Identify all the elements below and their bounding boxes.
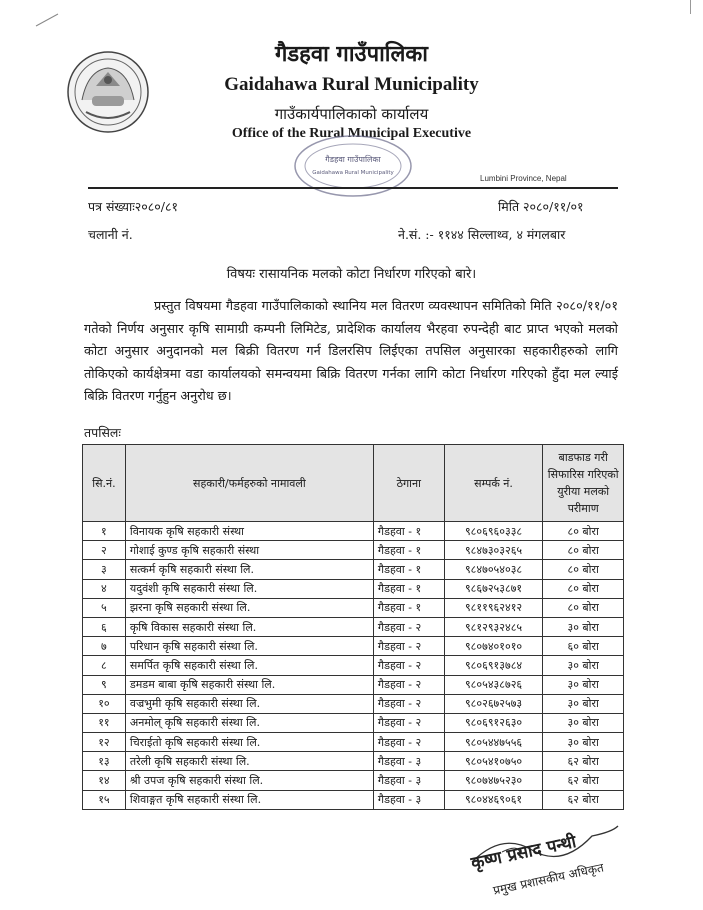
- table-row: [83, 694, 624, 713]
- cell-name: डमडम बाबा कृषि सहकारी संस्था लि.: [125, 675, 373, 694]
- cell-name: समर्पित कृषि सहकारी संस्था लि.: [125, 656, 373, 675]
- cell-quantity: ३० बोरा: [543, 713, 624, 732]
- cell-name: चिराईतो कृषि सहकारी संस्था लि.: [125, 733, 373, 752]
- cell-name: यदुवंशी कृषि सहकारी संस्था लि.: [125, 579, 373, 598]
- cooperative-quota-table: [82, 444, 624, 810]
- province-label: Lumbini Province, Nepal: [480, 174, 567, 183]
- cell-address: गैडहवा - १: [373, 560, 444, 579]
- table-header-row: [83, 445, 624, 522]
- cell-quantity: ८० बोरा: [543, 522, 624, 541]
- cell-phone: ९८११९६२४१२: [444, 598, 543, 617]
- cell-sn: ४: [83, 579, 126, 598]
- cell-address: गैडहवा - १: [373, 541, 444, 560]
- dispatch-number: चलानी नं.: [88, 227, 133, 242]
- table-row: [83, 560, 624, 579]
- cell-phone: ९८०५४३८७२६: [444, 675, 543, 694]
- cell-phone: ९८०७४७५२३०: [444, 771, 543, 790]
- cell-sn: ६: [83, 617, 126, 636]
- office-name-en: Office of the Rural Municipal Executive: [231, 126, 472, 141]
- cell-quantity: ३० बोरा: [543, 617, 624, 636]
- cell-name: वज्रभुमी कृषि सहकारी संस्था लि.: [125, 694, 373, 713]
- cell-phone: ९८०२६७२५७३: [444, 694, 543, 713]
- table-row: [83, 713, 624, 732]
- cell-address: गैडहवा - २: [373, 637, 444, 656]
- cell-quantity: ३० बोरा: [543, 675, 624, 694]
- cell-quantity: ८० बोरा: [543, 541, 624, 560]
- cell-phone: ९८०५४१०७५०: [444, 752, 543, 771]
- table-row: [83, 752, 624, 771]
- cell-name: शिवाङ्गत कृषि सहकारी संस्था लि.: [125, 790, 373, 809]
- cell-address: गैडहवा - १: [373, 598, 444, 617]
- cell-phone: ९८०६९१३७८४: [444, 656, 543, 675]
- cell-phone: ९८०४४६९०६१: [444, 790, 543, 809]
- cell-name: परिधान कृषि सहकारी संस्था लि.: [125, 637, 373, 656]
- cell-address: गैडहवा - ३: [373, 771, 444, 790]
- cell-sn: १३: [83, 752, 126, 771]
- cell-name: श्री उपज कृषि सहकारी संस्था लि.: [125, 771, 373, 790]
- cell-phone: ९८४७३०३२६५: [444, 541, 543, 560]
- cell-name: कृषि विकास सहकारी संस्था लि.: [125, 617, 373, 636]
- cell-address: गैडहवा - २: [373, 694, 444, 713]
- cell-quantity: ६२ बोरा: [543, 771, 624, 790]
- table-row: [83, 675, 624, 694]
- cell-sn: १०: [83, 694, 126, 713]
- cell-phone: ९८१२९३२४८५: [444, 617, 543, 636]
- cell-quantity: ६० बोरा: [543, 637, 624, 656]
- header-sn: सि.नं.: [83, 445, 126, 522]
- municipality-name-np: गैडहवा गाउँपालिका: [275, 41, 428, 67]
- header-name: सहकारी/फर्महरुको नामावली: [125, 445, 373, 522]
- table-row: [83, 598, 624, 617]
- signatory-title: प्रमुख प्रशासकीय अधिकृत: [491, 860, 605, 898]
- cell-sn: ७: [83, 637, 126, 656]
- cell-name: झरना कृषि सहकारी संस्था लि.: [125, 598, 373, 617]
- table-row: [83, 771, 624, 790]
- cell-sn: ३: [83, 560, 126, 579]
- letter-body: प्रस्तुत विषयमा गैडहवा गाउँपालिकाको स्थानिय मल वितरण व्यवस्थापन समितिको मिति २०८०/११/०१ गतेको निर्णय अनुसार कृषि सामाग्री कम्पनी लिमिटेड, प्रादेशिक कार्यालय भैरहवा रुपन्देही बाट प्राप्त भएको मलको कोटा अनुसार अनुदानको मल बिक्री वितरण गर्न डिलरसिप लिईएका तपसिल अनुसारका सहकारीहरुको लागि तोकिएको कार्यक्षेत्रमा वडा कार्यालयको समन्वयमा बिक्रि वितरण गर्नका लागि कोटा निर्धारण गरिएको हुँदा मल ल्याई बिक्रि वितरण गर्नुहुन अनुरोध छ।: [84, 299, 618, 404]
- cell-quantity: ८० बोरा: [543, 579, 624, 598]
- cell-address: गैडहवा - १: [373, 579, 444, 598]
- cell-quantity: ८० बोरा: [543, 560, 624, 579]
- header-divider: [88, 187, 618, 189]
- cell-address: गैडहवा - २: [373, 656, 444, 675]
- cell-sn: २: [83, 541, 126, 560]
- header-phone: सम्पर्क नं.: [444, 445, 543, 522]
- table-row: [83, 656, 624, 675]
- cell-sn: १२: [83, 733, 126, 752]
- table-row: [83, 522, 624, 541]
- cell-sn: ११: [83, 713, 126, 732]
- cell-quantity: ३० बोरा: [543, 656, 624, 675]
- cell-sn: १४: [83, 771, 126, 790]
- stamp-text-en: Gaidahawa Rural Municipality: [312, 170, 394, 176]
- cell-address: गैडहवा - २: [373, 617, 444, 636]
- reference-number: पत्र संख्याः२०८०/८१: [88, 199, 178, 214]
- cell-address: गैडहवा - २: [373, 713, 444, 732]
- pen-mark-icon: [34, 12, 60, 28]
- letter-subject: विषयः रासायनिक मलको कोटा निर्धारण गरिएको बारे।: [226, 267, 477, 282]
- cell-sn: १५: [83, 790, 126, 809]
- table-row: [83, 579, 624, 598]
- header-address: ठेगाना: [373, 445, 444, 522]
- signatory-name: कृष्ण प्रसाद पन्थी: [469, 832, 578, 874]
- municipality-name-en: Gaidahawa Rural Municipality: [224, 74, 479, 95]
- table-row: [83, 541, 624, 560]
- cell-sn: ५: [83, 598, 126, 617]
- details-label: तपसिलः: [84, 425, 121, 440]
- letter-date: मिति २०८०/११/०१: [498, 199, 584, 214]
- cell-name: तरेली कृषि सहकारी संस्था लि.: [125, 752, 373, 771]
- cell-phone: ९८०६९१२६३०: [444, 713, 543, 732]
- cell-sn: ८: [83, 656, 126, 675]
- office-name-np: गाउँकार्यपालिकाको कार्यालय: [274, 105, 429, 123]
- cell-name: गोशाई कुण्ड कृषि सहकारी संस्था: [125, 541, 373, 560]
- cell-quantity: ६२ बोरा: [543, 790, 624, 809]
- cell-address: गैडहवा - ३: [373, 790, 444, 809]
- nepal-sambat-date: ने.सं. :- ११४४ सिल्लाथ्व, ४ मंगलबार: [398, 227, 566, 242]
- cell-address: गैडहवा - ३: [373, 752, 444, 771]
- cell-sn: १: [83, 522, 126, 541]
- cell-phone: ९८४७०५४०३८: [444, 560, 543, 579]
- cell-quantity: ३० बोरा: [543, 733, 624, 752]
- cell-quantity: ८० बोरा: [543, 598, 624, 617]
- cell-address: गैडहवा - १: [373, 522, 444, 541]
- page-edge-mark: [690, 0, 695, 14]
- cell-phone: ९८०७४०१०१०: [444, 637, 543, 656]
- cell-phone: ९८०५४४७५५६: [444, 733, 543, 752]
- official-stamp: [278, 130, 428, 202]
- cell-name: विनायक कृषि सहकारी संस्था: [125, 522, 373, 541]
- table-row: [83, 637, 624, 656]
- table-row: [83, 733, 624, 752]
- cell-address: गैडहवा - २: [373, 733, 444, 752]
- cell-quantity: ६२ बोरा: [543, 752, 624, 771]
- cell-address: गैडहवा - २: [373, 675, 444, 694]
- cell-phone: ९८६७२५३८७१: [444, 579, 543, 598]
- table-row: [83, 790, 624, 809]
- cell-phone: ९८०६९६०३३८: [444, 522, 543, 541]
- stamp-text-np: गैडहवा गाउँपालिका: [325, 155, 381, 164]
- cell-name: सत्कर्म कृषि सहकारी संस्था लि.: [125, 560, 373, 579]
- cell-quantity: ३० बोरा: [543, 694, 624, 713]
- header-quantity: बाडफाड गरी सिफारिस गरिएको युरीया मलको परीमाण: [543, 445, 624, 522]
- cell-name: अनमोल् कृषि सहकारी संस्था लि.: [125, 713, 373, 732]
- table-row: [83, 617, 624, 636]
- cell-sn: ९: [83, 675, 126, 694]
